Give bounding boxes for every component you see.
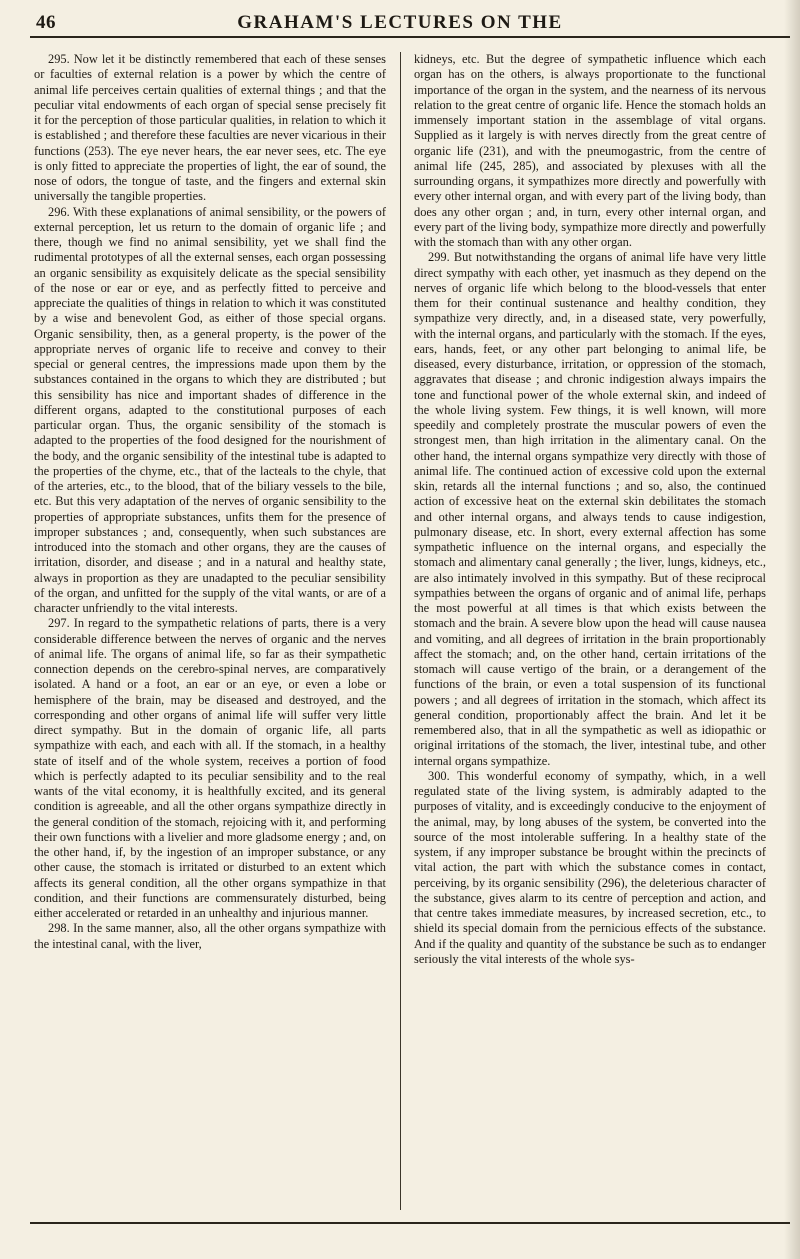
right-column — [414, 52, 766, 1212]
paragraph-300: 300. This wonderful economy of sympathy, which, in a well regulated state of the living system, is admirably adapted to the purposes of vitality, and is exceedingly conducive to the enjoyment of the animal, may, by long abuses of the system, be converted into the source of the most intolerable suffering. In a healthy state of the system, if any improper substance be brought within the precincts of vital action, the part with which the substance comes in contact, perceiving, by its organic sensibility (296), the deleterious character of the substance, gives alarm to its centre of perception and action, and that centre takes immediate measures, by increased secretion, etc., to shield its special domain from the pernicious effects of the substance. And if the quality and quantity of the substance be such as to endanger seriously the vital interests of the whole sys- — [414, 768, 766, 966]
paragraph-297: 297. In regard to the sympathetic relations of parts, there is a very considerable difference between the nerves of organic and the nerves of animal life. The organs of animal life, so far as their sympathetic connection depends on the cerebro-spinal nerves, are comparatively isolated. A hand or a foot, an ear or an eye, or even a lobe or hemisphere of the brain, may be diseased and destroyed, and the corresponding and other organs of animal life will suffer very little direct sympathy. But in the domain of organic life, all parts sympathize with each, and each with all. If the stomach, in a healthy state of itself and of the whole system, receives a portion of food which is perfectly adapted to its peculiar sensibility and to the real wants of the vital economy, it is healthfully excited, and its general condition is agreeable, and all the other organs sympathize directly in the general condition of the stomach, rejoicing with it, and performing their own functions with a livelier and more gladsome energy ; and, on the other hand, if, by the ingestion of an improper substance, or any other cause, the stomach is irritated or disturbed to an extent which affects its general condition, all the other organs sympathize in that condition, and their functions are commensurately disturbed, being either accelerated or retarded in an unhealthy and injurious manner. — [34, 616, 386, 920]
footer-rule — [30, 1222, 790, 1224]
page-header — [30, 10, 770, 36]
running-title: GRAHAM'S LECTURES ON THE — [237, 12, 563, 33]
paragraph-299: 299. But notwithstanding the organs of animal life have very little direct sympathy with each other, yet inasmuch as they depend on the nerves of organic life which belong to the blood-vessels that enter them for their continual sustenance and healthy condition, they sympathize very directly, and, in a diseased state, very powerfully, with the internal organs, and particularly with the stomach. If the eyes, ears, hands, feet, or any other part belonging to animal life, be diseased, every disturbance, irritation, or oppression of the stomach, aggravates that disease ; and chronic indigestion always impairs the tone and functional power of the whole external skin, and indeed of the whole living system. Few things, it is well known, will more speedily and completely prostrate the muscular powers of even the strongest men, than high irritation in the alimentary canal. On the other hand, the internal organs sympathize very directly with those of animal life. The continued action of excessive cold upon the external skin, retards all the internal functions ; and so, also, the continued action of excessive heat on the external skin debilitates the stomach and other internal organs, and always tends to cause indigestion, pulmonary disease, etc. In short, every external affection has some sympathetic influence on the internal organs, and especially the stomach and alimentary canal generally ; the liver, lungs, kidneys, etc., are also intimately involved in this sympathy. But of these reciprocal sympathies between the organs of organic and of animal life, perhaps the most powerful at all times is that which exists between the stomach and the brain. A severe blow upon the head will cause nausea and vomiting, and all degrees of irritation in the brain proportionably affect the stomach; and, on the other hand, certain irritations of the stomach will cause vertigo of the brain, or a derangement of the functions of the brain, or even a total suspension of its functional powers ; and all degrees of irritation in the stomach, which affect its general condition, proportionably affect the brain. And let it be remembered also, that in all the sympathetic as well as idiopathic or original irritations of the stomach, the liver, intestinal tube, and other internal organs sympathize. — [414, 250, 766, 768]
left-column — [34, 52, 386, 1212]
paragraph-296: 296. With these explanations of animal sensibility, or the powers of external perception, let us return to the domain of organic life ; and there, though we find no animal sensibility, yet we shall find the rudimental prototypes of all the external senses, each organ possessing an organic sensibility as exquisitely delicate as the special sensibility of the nose or ear or eye, and as perfectly fitted to perceive and appreciate the qualities of things in relation to which it was constituted by a wise and benevolent God, as either of those special organs. Organic sensibility, then, as a general property, is the power of the appropriate nerves of organic life to receive and convey to their special or general centres, the impressions made upon them by the substances contained in the organs to which they are distributed ; but this sensibility has nice and important shades of difference in the different organs, adapted to the constitutional purposes of each particular organ. Thus, the organic sensibility of the stomach is adapted to the properties of the food designed for the nourishment of the body, and the organic sensibility of the intestinal tube is adapted to the properties of the chyme, etc., that of the lacteals to the chyle, that of the arteries, etc., to the blood, that of the biliary vessels to the bile, etc. But this very adaptation of the nerves of organic sensibility to the properties of appropriate substances, unfits them for the presence of improper substances ; and, consequently, when such substances are introduced into the stomach and other organs, they are the causes of irritation, disorder, and disease ; and in a natural and healthy state, always in proportion as they are unadapted to the peculiar sensibility of the organ, and unfitted for the supply of the vital wants, or are of a character unfriendly to the vital interests. — [34, 204, 386, 615]
page-number: 46 — [36, 12, 56, 33]
paragraph-295: 295. Now let it be distinctly remembered that each of these senses or faculties of external relation is a power by which the centre of animal life perceives certain qualities of external things ; and that the peculiar vital endowments of each organ of special sense precisely fit it for the perception of those particular qualities, in relation to which it is established ; and therefore these faculties are never vicarious in their functions (253). The eye never hears, the ear never sees, etc. The eye is only fitted to appreciate the properties of light, the ear of sound, the nose of odors, the tongue of taste, and the fingers and external skin universally the tangible properties. — [34, 52, 386, 204]
paragraph-298-continued: kidneys, etc. But the degree of sympathetic influence which each organ has on the others, is always proportionate to the functional importance of the organ in the system, and the nearness of its nervous relation to the great centre of organic life. Hence the stomach holds an immensely important station in the assemblage of vital organs. Supplied as it largely is with nerves directly from the great centre of organic life (231), and with the pneumogastric, from the centre of animal life (245, 285), and associated by plexuses with all the surrounding organs, it sympathizes more directly and powerfully with every other internal organ, and with every part of the living body, than does any other organ ; and, in turn, every other internal organ, and every part of the living body, sympathize more directly and powerfully with the stomach than with any other organ. — [414, 52, 766, 249]
column-divider — [400, 52, 401, 1210]
page-edge-shadow — [784, 0, 800, 1259]
header-rule — [30, 36, 790, 38]
paragraph-298: 298. In the same manner, also, all the other organs sympathize with the intestinal canal, with the liver, — [34, 921, 386, 951]
